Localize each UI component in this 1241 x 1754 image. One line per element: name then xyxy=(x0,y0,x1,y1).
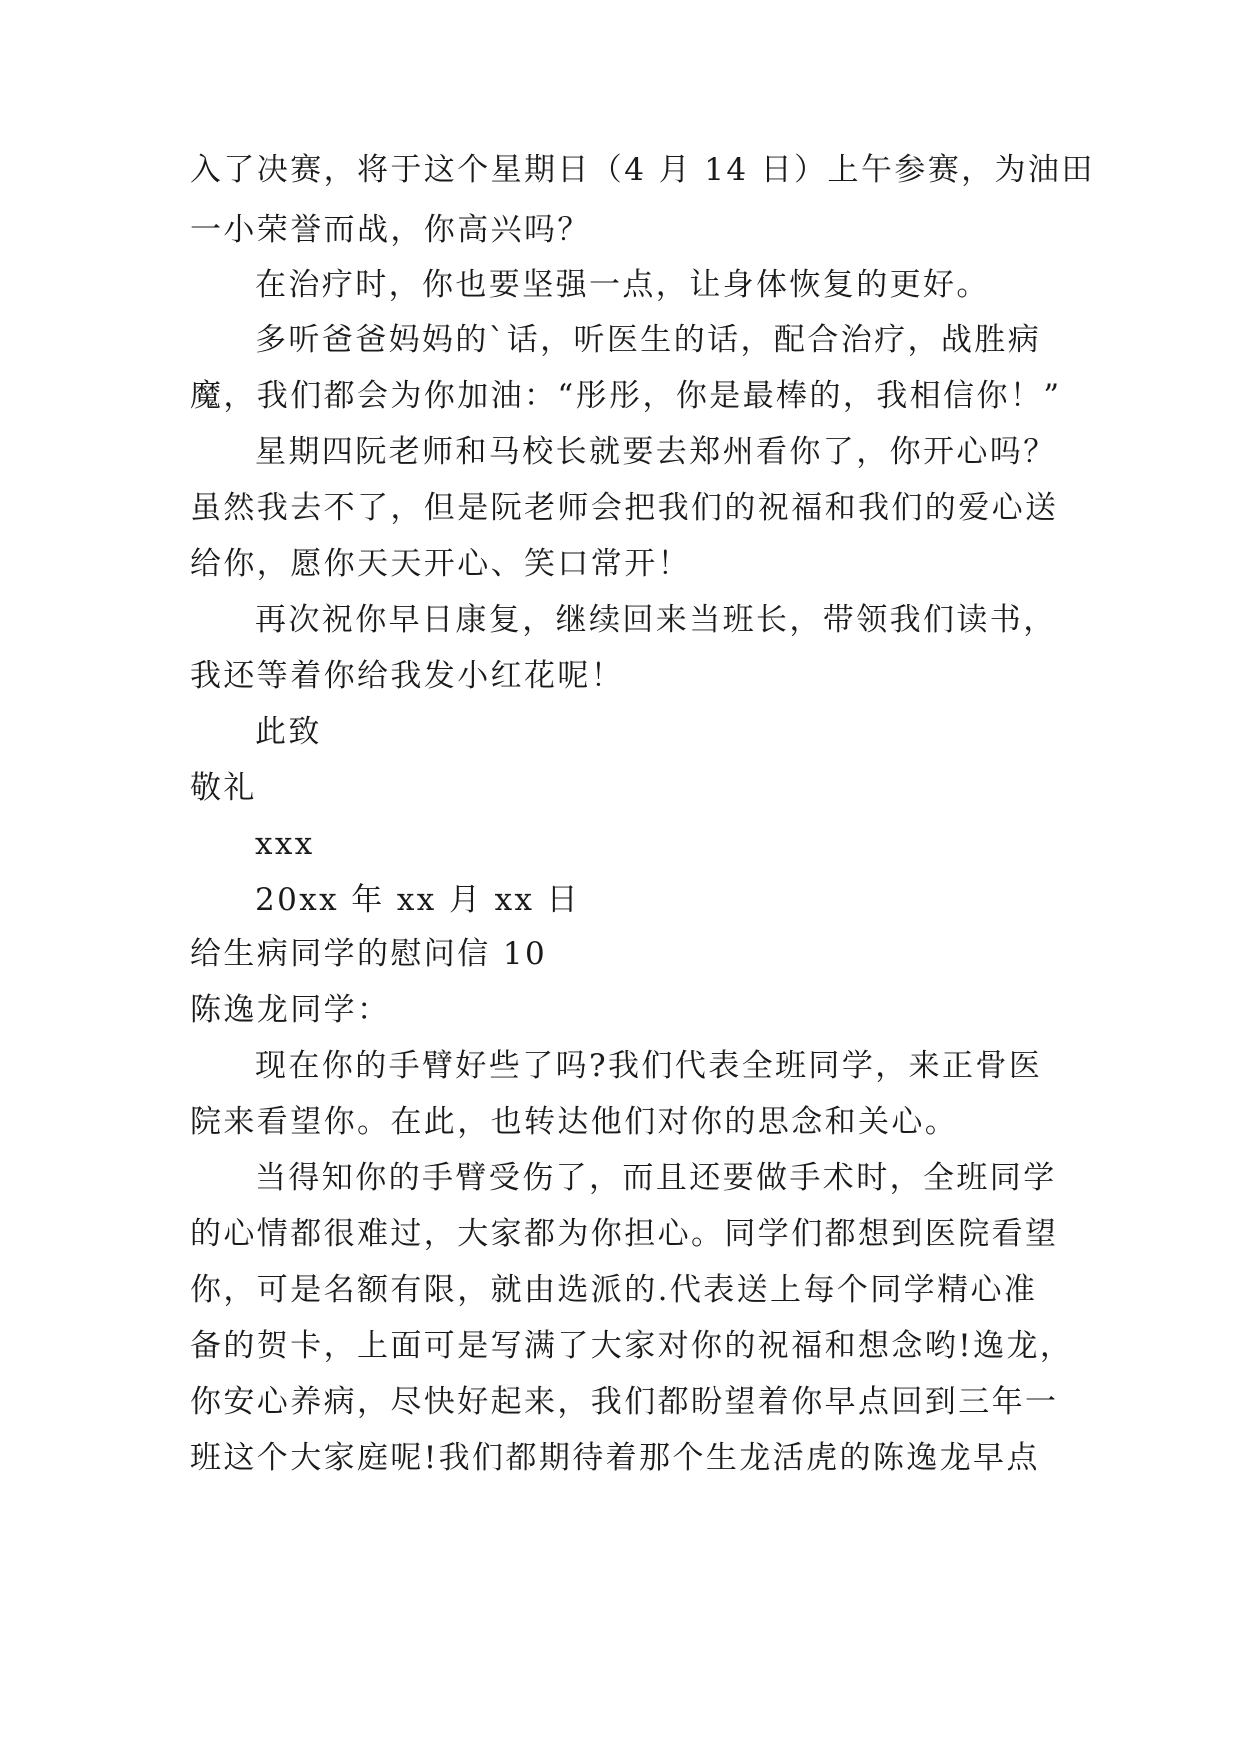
text-line: 魔，我们都会为你加油：“彤彤，你是最棒的，我相信你！” xyxy=(190,378,1062,414)
text-line: 给你，愿你天天开心、笑口常开！ xyxy=(190,546,691,582)
letter-date: 20xx 年 xx 月 xx 日 xyxy=(255,882,581,918)
closing-regards: 敬礼 xyxy=(190,770,257,806)
text-line: 备的贺卡，上面可是写满了大家对你的祝福和想念哟!逸龙， xyxy=(190,1328,1074,1364)
text-line: 班这个大家庭呢!我们都期待着那个生龙活虎的陈逸龙早点 xyxy=(190,1440,1040,1476)
text-line: 当得知你的手臂受伤了，而且还要做手术时，全班同学 xyxy=(255,1160,1057,1196)
section-title: 给生病同学的慰问信 10 xyxy=(190,936,548,972)
text-line: 你，可是名额有限，就由选派的.代表送上每个同学精心准 xyxy=(190,1272,1038,1308)
text-line: 在治疗时，你也要坚强一点，让身体恢复的更好。 xyxy=(255,267,990,303)
text-line: 虽然我去不了，但是阮老师会把我们的祝福和我们的爱心送 xyxy=(190,490,1059,526)
closing-salutation: 此致 xyxy=(255,714,322,750)
text-line: 多听爸爸妈妈的`话，听医生的话，配合治疗，战胜病 xyxy=(255,322,1042,358)
text-line: 的心情都很难过，大家都为你担心。同学们都想到医院看望 xyxy=(190,1216,1059,1252)
letter-greeting: 陈逸龙同学： xyxy=(190,992,391,1028)
text-line: 现在你的手臂好些了吗?我们代表全班同学，来正骨医 xyxy=(255,1048,1043,1084)
text-line: 你安心养病，尽快好起来，我们都盼望着你早点回到三年一 xyxy=(190,1384,1059,1420)
text-line: 再次祝你早日康复，继续回来当班长，带领我们读书， xyxy=(255,602,1057,638)
text-line: 一小荣誉而战，你高兴吗？ xyxy=(190,212,591,248)
text-line: 星期四阮老师和马校长就要去郑州看你了，你开心吗？ xyxy=(255,434,1057,470)
text-line: 院来看望你。在此，也转达他们对你的思念和关心。 xyxy=(190,1104,959,1140)
text-line: 我还等着你给我发小红花呢！ xyxy=(190,658,625,694)
text-line: 入了决赛，将于这个星期日（4 月 14 日）上午参赛，为油田 xyxy=(190,152,1095,188)
signature: xxx xyxy=(255,826,315,862)
